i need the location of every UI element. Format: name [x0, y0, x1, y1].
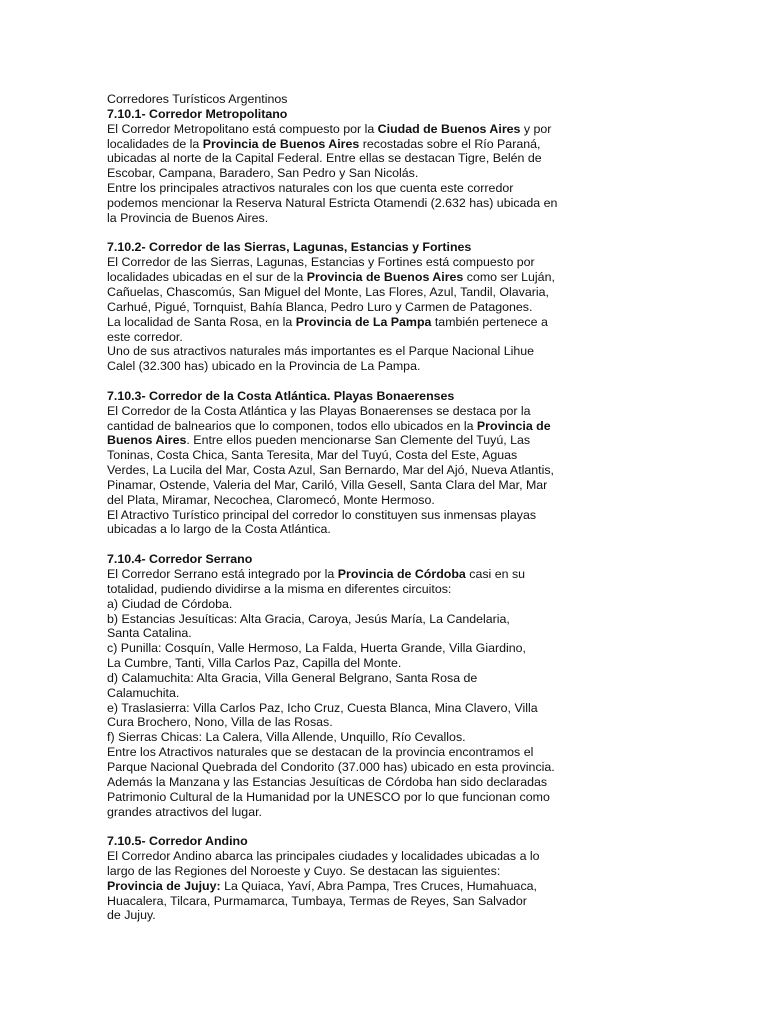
section-heading: 7.10.1- Corredor Metropolitano — [107, 106, 288, 121]
body-text: ubicadas a lo largo de la Costa Atlántica. — [107, 522, 331, 537]
text-line — [107, 330, 747, 345]
text-line — [107, 166, 747, 181]
text-line — [107, 508, 747, 523]
body-text: c) Punilla: Cosquín, Valle Hermoso, La Falda, Huerta Grande, Villa Giardino, — [107, 641, 526, 656]
text-line — [107, 790, 747, 805]
text-line — [107, 715, 747, 730]
body-text: también pertenece a — [431, 314, 548, 329]
document-section — [107, 389, 747, 537]
section-heading: 7.10.3- Corredor de la Costa Atlántica. Playas Bonaerenses — [107, 388, 455, 403]
body-text: recostadas sobre el Río Paraná, — [359, 136, 541, 151]
body-text: La localidad de Santa Rosa, en la — [107, 314, 296, 329]
text-line — [107, 701, 747, 716]
body-text: d) Calamuchita: Alta Gracia, Villa General Belgrano, Santa Rosa de — [107, 670, 478, 685]
section-heading: 7.10.5- Corredor Andino — [107, 834, 248, 849]
body-text: El Atractivo Turístico principal del corredor lo constituyen sus inmensas playas — [107, 507, 537, 522]
text-line — [107, 344, 747, 359]
text-line — [107, 730, 747, 745]
text-line — [107, 641, 747, 656]
body-text: La Quiaca, Yaví, Abra Pampa, Tres Cruces, Humahuaca, — [220, 878, 537, 893]
bold-text: Provincia de Buenos Aires — [306, 270, 464, 285]
body-text: b) Estancias Jesuíticas: Alta Gracia, Caroya, Jesús María, La Candelaria, — [107, 611, 510, 626]
body-text: la Provincia de Buenos Aires. — [107, 210, 269, 225]
body-text: del Plata, Miramar, Necochea, Claromecó, Monte Hermoso. — [107, 492, 435, 507]
body-text: largo de las Regiones del Noroeste y Cuyo. Se destacan las siguientes: — [107, 863, 501, 878]
text-line — [107, 151, 747, 166]
body-text: a) Ciudad de Córdoba. — [107, 596, 233, 611]
body-text: y por — [520, 121, 552, 136]
body-text: Calamuchita. — [107, 685, 180, 700]
text-line — [107, 671, 747, 686]
body-text: localidades de la — [107, 136, 203, 151]
section-heading: 7.10.4- Corredor Serrano — [107, 552, 253, 567]
body-text: La Cumbre, Tanti, Villa Carlos Paz, Capilla del Monte. — [107, 656, 402, 671]
text-line — [107, 567, 747, 582]
body-text: Uno de sus atractivos naturales más importantes es el Parque Nacional Lihue — [107, 344, 535, 359]
section-heading-line — [107, 552, 747, 567]
text-line — [107, 478, 747, 493]
body-text: Pinamar, Ostende, Valeria del Mar, Cariló, Villa Gesell, Santa Clara del Mar, Mar — [107, 477, 548, 492]
text-line — [107, 775, 747, 790]
text-line — [107, 122, 747, 137]
text-line — [107, 805, 747, 820]
section-heading-line — [107, 834, 747, 849]
text-line — [107, 404, 747, 419]
document-page — [107, 92, 747, 923]
bold-text: Provincia de La Pampa — [295, 314, 432, 329]
body-text: Cañuelas, Chascomús, San Miguel del Monte, Las Flores, Azul, Tandil, Olavaria, — [107, 284, 549, 299]
text-line — [107, 448, 747, 463]
text-line — [107, 760, 747, 775]
text-line — [107, 686, 747, 701]
text-line — [107, 626, 747, 641]
body-text: El Corredor de la Costa Atlántica y las Playas Bonaerenses se destaca por la — [107, 403, 531, 418]
body-text: El Corredor de las Sierras, Lagunas, Estancias y Fortines está compuesto por — [107, 255, 535, 270]
document-title: Corredores Turísticos Argentinos — [107, 92, 288, 106]
body-text: El Corredor Metropolitano está compuesto por la — [107, 121, 378, 136]
body-text: El Corredor Andino abarca las principales ciudades y localidades ubicadas a lo — [107, 849, 540, 864]
body-text: Parque Nacional Quebrada del Condorito (37.000 has) ubicado en esta provincia. — [107, 759, 555, 774]
bold-text: Buenos Aires — [107, 433, 187, 448]
body-text: ubicadas al norte de la Capital Federal. Entre ellas se destacan Tigre, Belén de — [107, 151, 542, 166]
text-line — [107, 849, 747, 864]
text-line — [107, 522, 747, 537]
text-line — [107, 419, 747, 434]
section-spacer — [107, 226, 747, 241]
body-text: El Corredor Serrano está integrado por la — [107, 567, 338, 581]
body-text: de Jujuy. — [107, 908, 156, 923]
text-line — [107, 137, 747, 152]
section-spacer — [107, 374, 747, 389]
body-text: Cura Brochero, Nono, Villa de las Rosas. — [107, 715, 333, 730]
body-text: Patrimonio Cultural de la Humanidad por la UNESCO por lo que funcionan como — [107, 789, 550, 804]
document-section — [107, 552, 747, 819]
body-text: f) Sierras Chicas: La Calera, Villa Allende, Unquillo, Río Cevallos. — [107, 730, 466, 745]
text-line — [107, 181, 747, 196]
text-line — [107, 359, 747, 374]
section-heading-line — [107, 240, 747, 255]
body-text: Entre los principales atractivos naturales con los que cuenta este corredor — [107, 181, 514, 196]
text-line — [107, 745, 747, 760]
bold-text: Provincia de — [476, 418, 551, 433]
body-text: Escobar, Campana, Baradero, San Pedro y San Nicolás. — [107, 166, 419, 181]
body-text: . Entre ellos pueden mencionarse San Clemente del Tuyú, Las — [186, 433, 531, 448]
text-line — [107, 656, 747, 671]
text-line — [107, 582, 747, 597]
body-text: Además la Manzana y las Estancias Jesuíticas de Córdoba han sido declaradas — [107, 774, 548, 789]
text-line — [107, 196, 747, 211]
text-line — [107, 879, 747, 894]
text-line — [107, 255, 747, 270]
text-line — [107, 300, 747, 315]
body-text: Calel (32.300 has) ubicado en la Provincia de La Pampa. — [107, 359, 421, 374]
section-heading: 7.10.2- Corredor de las Sierras, Lagunas, Estancias y Fortines — [107, 240, 472, 255]
document-sections — [107, 107, 747, 923]
document-section — [107, 240, 747, 374]
bold-text: Provincia de Buenos Aires — [202, 136, 360, 151]
body-text: Santa Catalina. — [107, 626, 192, 641]
body-text: grandes atractivos del lugar. — [107, 804, 262, 819]
bold-text: Ciudad de Buenos Aires — [377, 121, 521, 136]
text-line — [107, 211, 747, 226]
section-spacer — [107, 819, 747, 834]
text-line — [107, 463, 747, 478]
document-section — [107, 107, 747, 226]
body-text: Carhué, Pigué, Tornquist, Bahía Blanca, Pedro Luro y Carmen de Patagones. — [107, 299, 533, 314]
section-spacer — [107, 537, 747, 552]
body-text: como ser Luján, — [463, 270, 555, 285]
body-text: Entre los Atractivos naturales que se destacan de la provincia encontramos el — [107, 745, 534, 760]
body-text: Huacalera, Tilcara, Purmamarca, Tumbaya, Termas de Reyes, San Salvador — [107, 893, 527, 908]
body-text: Toninas, Costa Chica, Santa Teresita, Mar del Tuyú, Costa del Este, Aguas — [107, 448, 518, 463]
text-line — [107, 315, 747, 330]
text-line — [107, 894, 747, 909]
text-line — [107, 597, 747, 612]
document-section — [107, 834, 747, 923]
text-line — [107, 433, 747, 448]
section-heading-line — [107, 389, 747, 404]
body-text: totalidad, pudiendo dividirse a la misma en diferentes circuitos: — [107, 581, 452, 596]
bold-text: Provincia de Córdoba — [337, 567, 466, 581]
body-text: podemos mencionar la Reserva Natural Estricta Otamendi (2.632 has) ubicada en — [107, 195, 558, 210]
section-heading-line — [107, 107, 747, 122]
text-line — [107, 864, 747, 879]
body-text: este corredor. — [107, 329, 183, 344]
bold-text: Provincia de Jujuy: — [107, 878, 221, 893]
text-line — [107, 908, 747, 923]
body-text: Verdes, La Lucila del Mar, Costa Azul, San Bernardo, Mar del Ajó, Nueva Atlantis, — [107, 463, 554, 478]
text-line — [107, 612, 747, 627]
text-line — [107, 493, 747, 508]
text-line — [107, 285, 747, 300]
body-text: e) Traslasierra: Villa Carlos Paz, Icho Cruz, Cuesta Blanca, Mina Clavero, Villa — [107, 700, 538, 715]
body-text: cantidad de balnearios que lo componen, todos ello ubicados en la — [107, 418, 477, 433]
body-text: casi en su — [465, 567, 526, 581]
text-line — [107, 270, 747, 285]
body-text: localidades ubicadas en el sur de la — [107, 270, 307, 285]
